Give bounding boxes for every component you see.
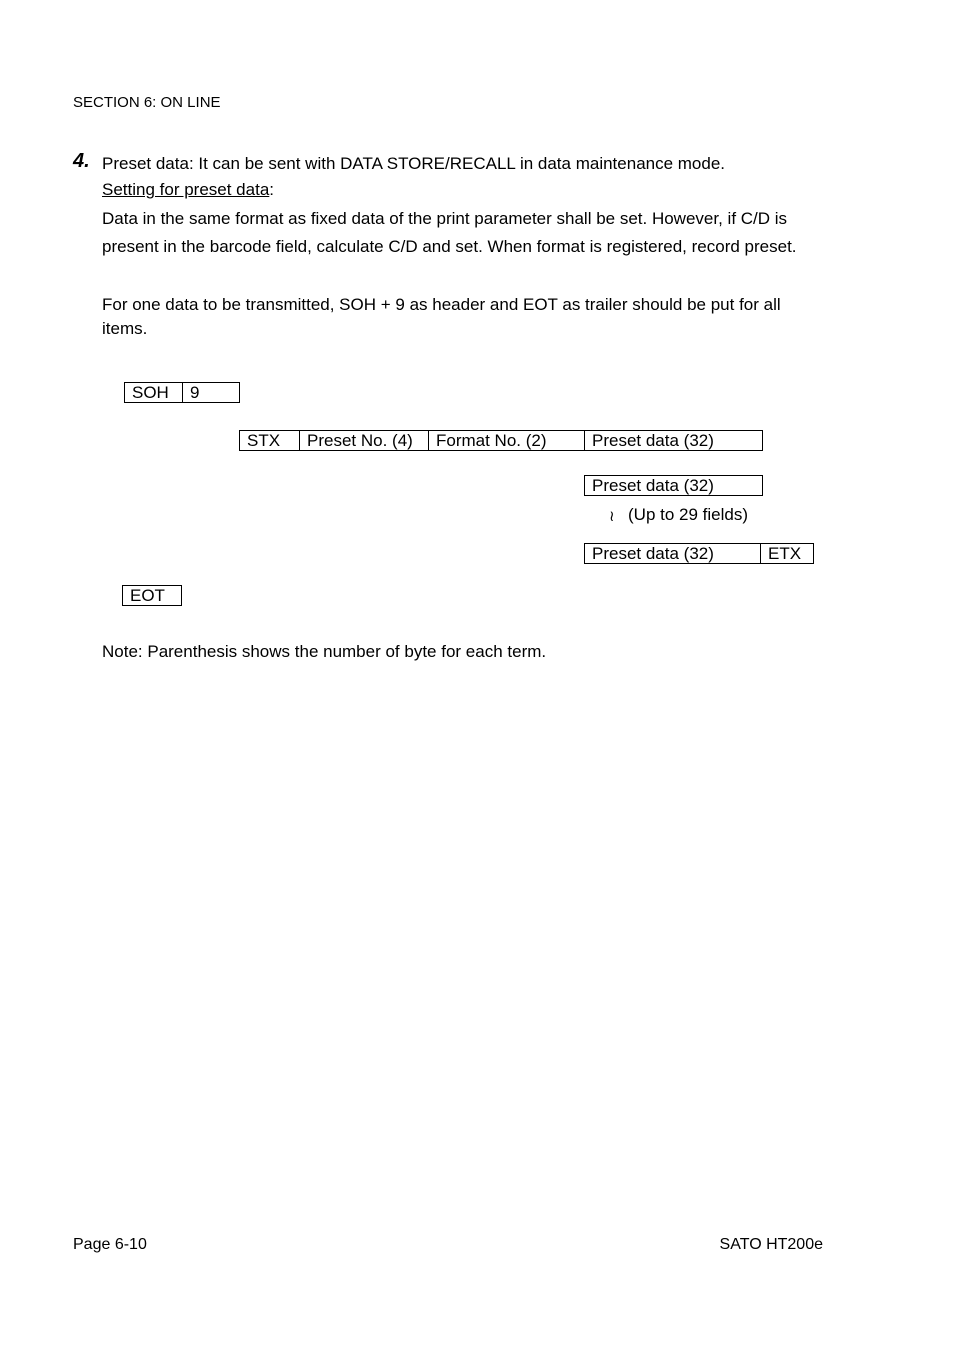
soh-cell: SOH [125, 383, 183, 402]
etx-cell: ETX [768, 544, 802, 563]
wave-symbol: ≀ [609, 508, 615, 525]
preset-data-cell: Preset data (32) [592, 476, 714, 495]
item-number: 4. [73, 150, 90, 172]
record-row-3 [584, 543, 814, 564]
paragraph-2-line-1: For one data to be transmitted, SOH + 9 as header and EOT as trailer should be put for all [102, 295, 781, 314]
paragraph-1-line-2: present in the barcode field, calculate C/D and set. When format is registered, record preset. [102, 237, 797, 256]
paragraph-1-line-1: Data in the same format as fixed data of the print parameter shall be set. However, if C/D is [102, 209, 788, 228]
record-row-1 [239, 430, 763, 451]
record-row-2 [584, 475, 763, 496]
subheading-line [102, 180, 274, 200]
subheading: Setting for preset data [102, 180, 270, 199]
product-name: SATO HT200e [719, 1236, 823, 1253]
paragraph-2-line-2: items. [102, 319, 148, 338]
eot-cell: EOT [130, 586, 165, 605]
page-number: Page 6-10 [73, 1236, 147, 1253]
preset-data-cell: Preset data (32) [592, 431, 714, 450]
header-box [124, 382, 240, 403]
subheading-colon: : [269, 180, 275, 199]
note: Note: Parenthesis shows the number of byte for each term. [102, 642, 547, 661]
trailer-box [122, 585, 182, 606]
repeat-note: (Up to 29 fields) [628, 505, 748, 524]
nine-cell: 9 [190, 383, 200, 402]
stx-cell: STX [240, 431, 300, 450]
format-no-cell: Format No. (2) [429, 431, 585, 450]
section-header: SECTION 6: ON LINE [73, 94, 221, 111]
preset-data-cell: Preset data (32) [585, 544, 761, 563]
preset-no-cell: Preset No. (4) [300, 431, 429, 450]
item-intro: Preset data: It can be sent with DATA STORE/RECALL in data maintenance mode. [102, 154, 726, 173]
